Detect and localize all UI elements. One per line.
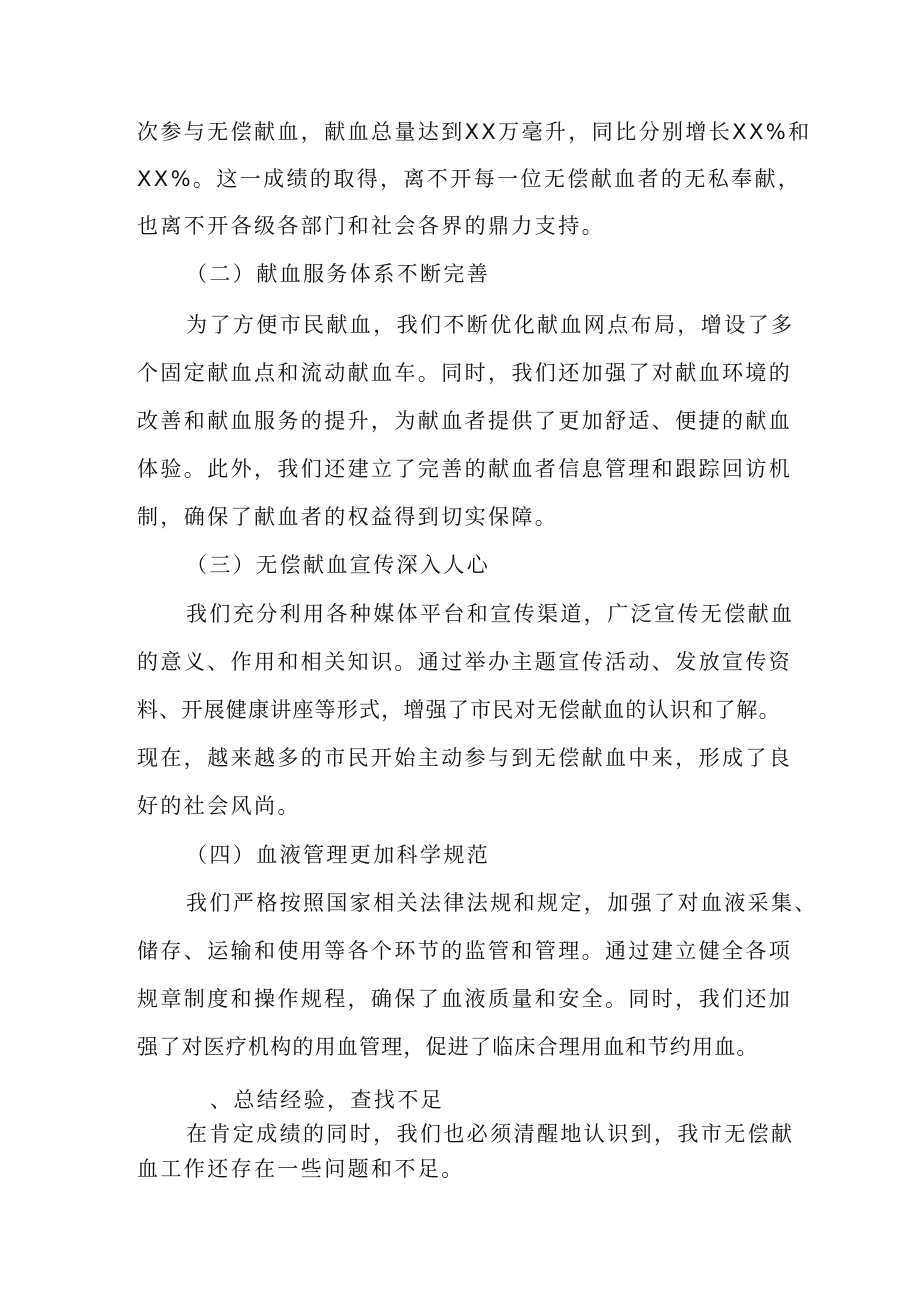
paragraph-line: 储存、运输和使用等各个环节的监管和管理。通过建立健全各项 [137, 939, 793, 963]
paragraph-line: 体验。此外，我们还建立了完善的献血者信息管理和跟踪回访机 [137, 457, 793, 481]
paragraph-line: 强了对医疗机构的用血管理，促进了临床合理用血和节约用血。 [137, 1035, 759, 1059]
section-heading: 、总结经验，查找不足 [210, 1088, 444, 1112]
paragraph-line: 个固定献血点和流动献血车。同时，我们还加强了对献血环境的 [137, 361, 793, 385]
paragraph-line: 规章制度和操作规程，确保了血液质量和安全。同时，我们还加 [137, 987, 793, 1011]
paragraph-line: 也离不开各级各部门和社会各界的鼎力支持。 [137, 214, 605, 238]
section-heading: （二）献血服务体系不断完善 [186, 262, 491, 286]
paragraph-line: 料、开展健康讲座等形式，增强了市民对无偿献血的认识和了解。 [137, 698, 781, 722]
paragraph-line: 制，确保了献血者的权益得到切实保障。 [137, 505, 559, 529]
paragraph-line: 的意义、作用和相关知识。通过举办主题宣传活动、发放宣传资 [137, 650, 793, 674]
paragraph-line: 现在，越来越多的市民开始主动参与到无偿献血中来，形成了良 [137, 746, 793, 770]
paragraph-line: 好的社会风尚。 [137, 794, 301, 818]
paragraph-line: XX%。这一成绩的取得，离不开每一位无偿献血者的无私奉献， [137, 167, 802, 191]
section-heading: （四）血液管理更加科学规范 [186, 843, 491, 867]
paragraph-line: 为了方便市民献血，我们不断优化献血网点布局，增设了多 [186, 313, 795, 337]
paragraph-line: 我们严格按照国家相关法律法规和规定，加强了对血液采集、 [186, 891, 818, 915]
paragraph-line: 在肯定成绩的同时，我们也必须清醒地认识到，我市无偿献 [186, 1122, 795, 1146]
paragraph-line: 我们充分利用各种媒体平台和宣传渠道，广泛宣传无偿献血 [186, 602, 795, 626]
paragraph-line: 血工作还存在一些问题和不足。 [137, 1157, 465, 1181]
paragraph-line: 改善和献血服务的提升，为献血者提供了更加舒适、便捷的献血 [137, 409, 793, 433]
section-heading: （三）无偿献血宣传深入人心 [186, 553, 491, 577]
paragraph-line: 次参与无偿献血，献血总量达到XX万毫升，同比分别增长XX%和 [137, 120, 812, 144]
